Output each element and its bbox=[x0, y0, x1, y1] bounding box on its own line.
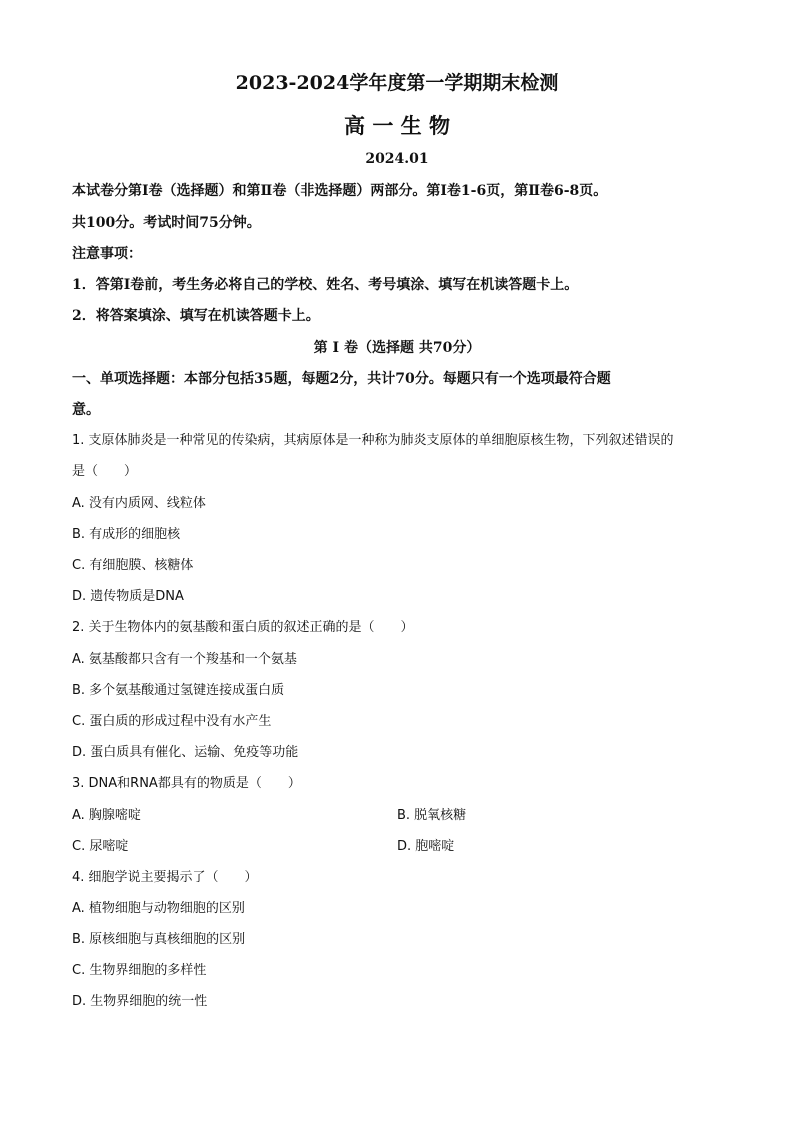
question-2-stem: 2. 关于生物体内的氨基酸和蛋白质的叙述正确的是（ ） bbox=[72, 620, 414, 635]
question-4-option-c: C. 生物界细胞的多样性 bbox=[72, 963, 207, 978]
section-1-title: 第 Ⅰ 卷（选择题 共70分） bbox=[313, 340, 481, 356]
question-3-option-d: D. 胞嘧啶 bbox=[397, 839, 455, 854]
note-1: 1．答第Ⅰ卷前，考生务必将自己的学校、姓名、考号填涂、填写在机读答题卡上。 bbox=[72, 277, 579, 293]
question-4-stem: 4. 细胞学说主要揭示了（ ） bbox=[72, 870, 258, 885]
question-4-option-b: B. 原核细胞与真核细胞的区别 bbox=[72, 932, 246, 947]
exam-date: 2024.01 bbox=[365, 151, 429, 167]
question-2-option-d: D. 蛋白质具有催化、运输、免疫等功能 bbox=[72, 745, 299, 760]
question-4-option-d: D. 生物界细胞的统一性 bbox=[72, 994, 208, 1009]
question-1-option-b: B. 有成形的细胞核 bbox=[72, 527, 181, 542]
section-1-heading-line-1: 一、单项选择题：本部分包括35题，每题2分，共计70分。每题只有一个选项最符合题 bbox=[72, 371, 611, 387]
question-3-option-b: B. 脱氧核糖 bbox=[397, 808, 467, 823]
exam-title: 2023-2024学年度第一学期期末检测 bbox=[235, 72, 559, 94]
instruction-line-1: 本试卷分第Ⅰ卷（选择题）和第Ⅱ卷（非选择题）两部分。第Ⅰ卷1-6页，第Ⅱ卷6-8页。 bbox=[72, 183, 608, 199]
question-3-option-c: C. 尿嘧啶 bbox=[72, 839, 129, 854]
instruction-line-2: 共100分。考试时间75分钟。 bbox=[72, 215, 261, 231]
question-3-option-a: A. 胸腺嘧啶 bbox=[72, 808, 141, 823]
question-1-option-a: A. 没有内质网、线粒体 bbox=[72, 496, 206, 511]
question-1-stem-line-2: 是（ ） bbox=[72, 464, 138, 479]
question-1-option-d: D. 遗传物质是DNA bbox=[72, 589, 184, 604]
section-1-heading-line-2: 意。 bbox=[72, 402, 100, 418]
question-3-stem: 3. DNA和RNA都具有的物质是（ ） bbox=[72, 776, 301, 791]
note-2: 2．将答案填涂、填写在机读答题卡上。 bbox=[72, 308, 320, 324]
notes-title: 注意事项： bbox=[72, 246, 142, 262]
exam-subject: 高 一 生 物 bbox=[344, 113, 450, 138]
question-2-option-b: B. 多个氨基酸通过氢键连接成蛋白质 bbox=[72, 683, 285, 698]
question-2-option-c: C. 蛋白质的形成过程中没有水产生 bbox=[72, 714, 272, 729]
question-2-option-a: A. 氨基酸都只含有一个羧基和一个氨基 bbox=[72, 652, 297, 667]
question-1-stem-line-1: 1. 支原体肺炎是一种常见的传染病，其病原体是一种称为肺炎支原体的单细胞原核生物，下列叙述错误的 bbox=[72, 433, 674, 448]
question-4-option-a: A. 植物细胞与动物细胞的区别 bbox=[72, 901, 245, 916]
question-1-option-c: C. 有细胞膜、核糖体 bbox=[72, 558, 194, 573]
